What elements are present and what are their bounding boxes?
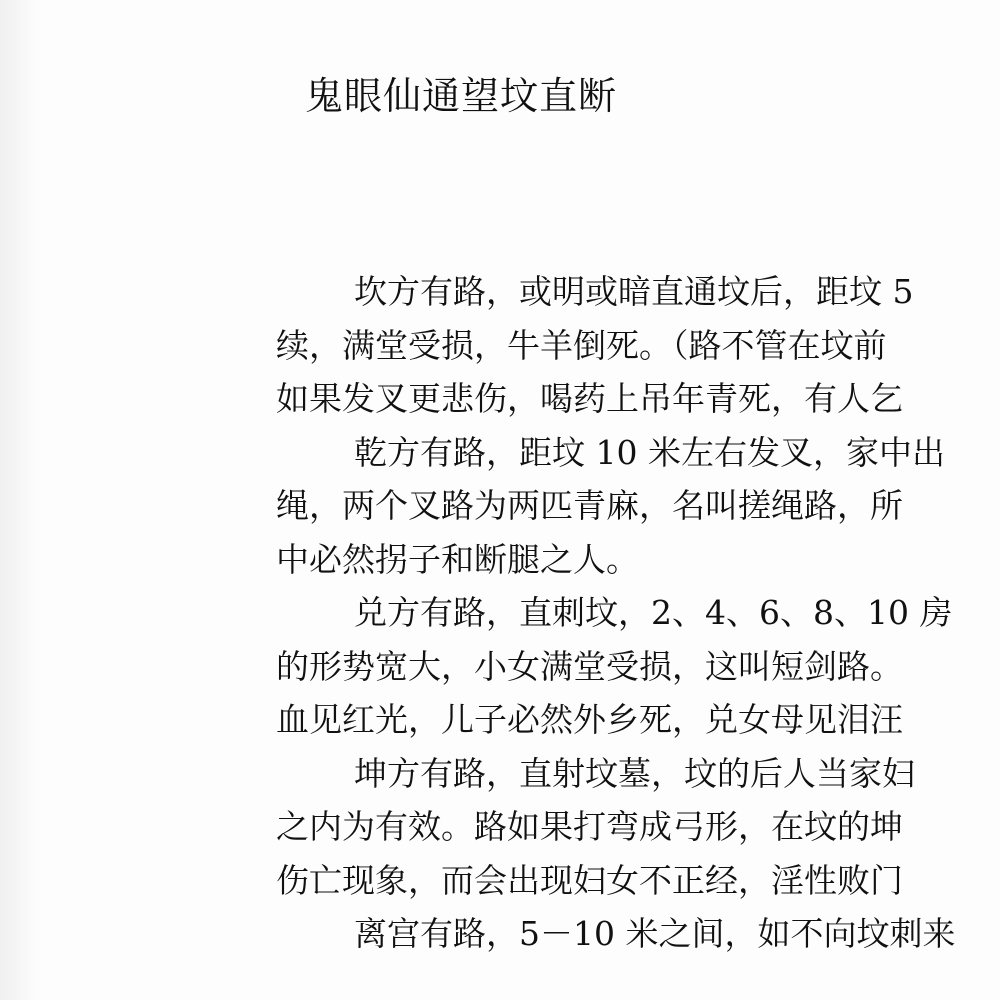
text-line: 伤亡现象，而会出现妇女不正经，淫性败门 (276, 860, 903, 900)
text-line: 离宫有路，5－10 米之间，如不向坟刺来 (354, 914, 956, 953)
text-line: 如果发叉更悲伤，喝药上吊年青死，有人乞 (276, 379, 903, 418)
text-line: 坎方有路，或明或暗直通坟后，距坟 5 (354, 272, 914, 311)
text-line: 绳，两个叉路为两匹青麻，名叫搓绳路，所 (276, 486, 903, 525)
text-line: 血见红光，儿子必然外乡死，兑女母见泪汪 (276, 700, 903, 739)
page-title: 鬼眼仙通望坟直断 (305, 74, 618, 118)
text-line: 乾方有路，距坟 10 米左右发叉，家中出 (354, 432, 945, 472)
body-text (276, 265, 1000, 961)
text-line: 续，满堂受损，牛羊倒死。（路不管在坟前 (276, 325, 887, 365)
text-line: 的形势宽大，小女满堂受损，这叫短剑路。 (276, 646, 903, 686)
text-line: 兑方有路，直刺坟，2、4、6、8、10 房 (354, 593, 953, 632)
text-line: 之内为有效。路如果打弯成弓形，在坟的坤 (276, 807, 903, 846)
text-line: 坤方有路，直射坟墓，坟的后人当家妇 (354, 753, 915, 793)
text-line: 中必然拐子和断腿之人。 (276, 539, 639, 579)
